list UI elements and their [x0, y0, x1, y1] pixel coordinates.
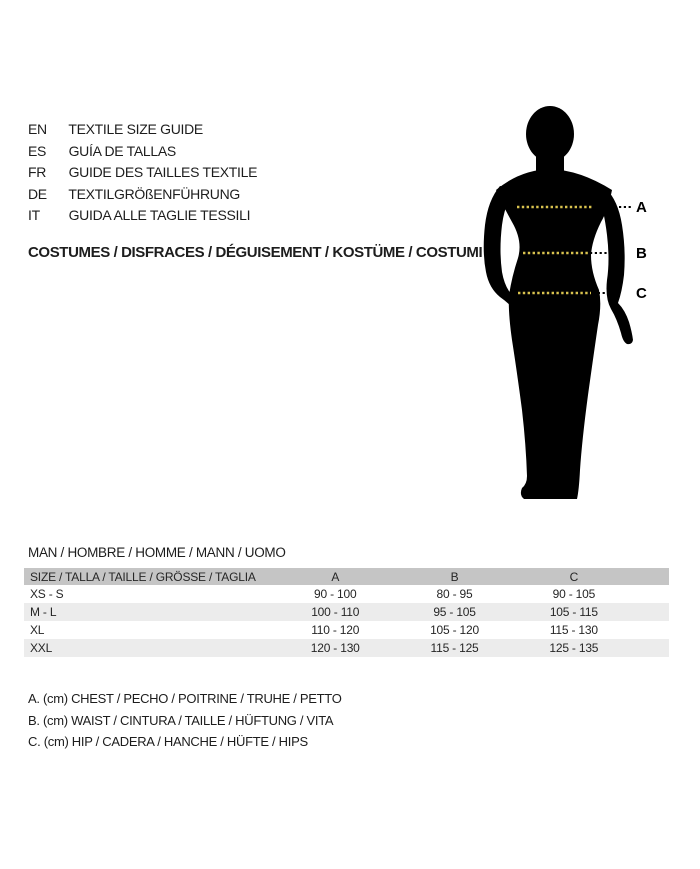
col-header-spacer [634, 568, 670, 585]
language-row-es [28, 141, 257, 163]
language-code: ES [28, 142, 47, 159]
measure-label-a: A [636, 199, 647, 216]
silhouette-neck [536, 146, 564, 172]
measure-label-c: C [636, 285, 647, 302]
measurement-legend [28, 688, 342, 753]
category-heading: COSTUMES / DISFRACES / DÉGUISEMENT / KOSTÜME / COSTUMI [28, 244, 483, 261]
b-cell: 115 - 125 [395, 639, 514, 657]
language-code: FR [28, 164, 47, 180]
language-label: TEXTILGRÖßENFÜHRUNG [68, 185, 240, 202]
language-label: GUIDE DES TAILLES TEXTILE [68, 164, 258, 180]
a-cell: 90 - 100 [314, 587, 357, 601]
legend-line-a: A. (cm) CHEST / PECHO / POITRINE / TRUHE / PETTO [28, 691, 342, 706]
size-cell: XS - S [30, 587, 64, 601]
col-header-a: A [276, 568, 395, 585]
language-row-it [28, 205, 257, 227]
language-label: TEXTILE SIZE GUIDE [68, 121, 203, 137]
col-header-size: SIZE / TALLA / TAILLE / GRÖSSE / TAGLIA [24, 568, 276, 585]
c-cell: 90 - 105 [552, 587, 596, 601]
measure-label-b: B [636, 245, 647, 262]
gender-heading: MAN / HOMBRE / HOMME / MANN / UOMO [28, 545, 286, 560]
table-row [24, 585, 669, 603]
table-row [24, 603, 669, 621]
legend-line-c: C. (cm) HIP / CADERA / HANCHE / HÜFTE / HIPS [28, 734, 308, 749]
legend-line-b: B. (cm) WAIST / CINTURA / TAILLE / HÜFTUNG / VITA [28, 712, 334, 728]
c-cell: 125 - 135 [514, 639, 633, 657]
language-code: DE [28, 185, 47, 202]
b-cell: 105 - 120 [430, 623, 479, 637]
man-silhouette-icon [460, 100, 660, 510]
language-list [28, 119, 257, 227]
a-cell: 100 - 110 [276, 603, 395, 621]
b-cell: 80 - 95 [436, 587, 473, 601]
c-cell: 105 - 115 [514, 603, 633, 621]
size-table-wrap [24, 568, 669, 657]
size-cell: XXL [24, 639, 276, 657]
size-cell: M - L [24, 603, 276, 621]
b-cell: 95 - 105 [395, 603, 514, 621]
a-cell: 110 - 120 [311, 623, 360, 637]
size-table [24, 568, 669, 657]
c-cell: 115 - 130 [549, 623, 598, 637]
col-header-b: B [395, 568, 514, 585]
language-label: GUIDA ALLE TAGLIE TESSILI [68, 207, 251, 223]
language-code: IT [28, 207, 40, 223]
col-header-c: C [514, 568, 633, 585]
a-cell: 120 - 130 [276, 639, 395, 657]
silhouette-torso-legs [496, 169, 612, 499]
language-row-de [28, 184, 257, 206]
language-row-en [28, 119, 257, 141]
language-label: GUÍA DE TALLAS [68, 142, 176, 159]
size-table-header-row [24, 568, 669, 585]
body-measurement-figure [460, 100, 660, 510]
size-cell: XL [30, 623, 45, 637]
table-row [24, 621, 669, 639]
table-row [24, 639, 669, 657]
language-row-fr [28, 162, 257, 184]
language-code: EN [28, 121, 47, 137]
